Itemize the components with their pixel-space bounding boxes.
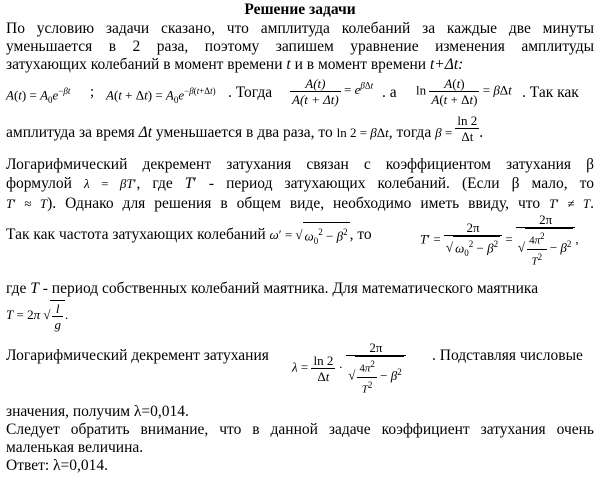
- para4-t: T: [30, 280, 39, 297]
- para4-rest: - период собственных колебаний маятника. Для математического маятника: [42, 280, 539, 297]
- para4-line1: [6, 280, 538, 298]
- lambda-formula: λ = $\frac{\ln 2}{\Delta t}$ · 2π √ $\frac{4\pi^2}{T^2}$ − $\beta^2$: [292, 340, 406, 397]
- lam-ln2: ln 2: [313, 353, 334, 369]
- eq-amplitude-t-dt: $A(t + \Delta t) = A_0e^{-\beta(t+\Delta t)}$: [106, 86, 216, 105]
- para4-where: где: [6, 280, 27, 297]
- para3-to: , то: [349, 225, 372, 243]
- tp-num: 2π: [444, 220, 502, 236]
- omega-formula: ω′ = √ $\omega_0^2 - \beta^2$: [270, 227, 350, 242]
- var-t-plus-dt: t+Δt:: [429, 56, 464, 73]
- then-word: . Тогда: [228, 84, 273, 101]
- ratio-denominator: A(t + Δt): [292, 92, 339, 107]
- pend-den: g: [54, 317, 61, 332]
- para2-end: .: [479, 124, 484, 141]
- para2-text-before: амплитуда за время: [6, 124, 135, 141]
- para3-line2: формулой λ = βT′, где T′ - период затухающих колебаний. (Если β мало, то: [6, 175, 594, 192]
- para3-line1: Логарифмический декремент затухания связан с коэффициентом затухания β: [6, 156, 594, 173]
- pend-end: .: [64, 306, 69, 322]
- pend-num: l: [55, 301, 60, 316]
- tp-comma: ,: [575, 231, 579, 247]
- trailing-text: . Так как: [522, 84, 579, 101]
- eq-ratio: $\frac{A(t)}{A(t + \Delta t)}$ = $e^{\beta\Delta t}$: [292, 76, 374, 107]
- and-word: . а: [382, 84, 397, 101]
- para2-delta-t: Δt: [138, 124, 153, 141]
- solution-title: Решение задачи: [244, 1, 356, 18]
- closing-line2: Следует обратить внимание, что в данной задаче коэффициент затухания очень: [6, 421, 594, 438]
- para2-line: [6, 112, 484, 144]
- closing-line1: значения, получим λ=0,014.: [6, 403, 189, 420]
- formula-ln2: ln 2 = βΔt: [336, 125, 389, 140]
- para3-line4: [6, 222, 372, 250]
- tp2-num: 2π: [516, 212, 575, 228]
- lam-num: 2π: [346, 340, 405, 356]
- para1-line3-text: затухающих колебаний в момент времени: [6, 56, 283, 73]
- tprime-formula: T′ = $\frac{2\pi}{√ \omega_0^2 - \beta^2}$ = 2π √ $\frac{4\pi^2}{T^2}$ − $\beta^2$ ,: [420, 212, 579, 268]
- var-t: t: [286, 56, 291, 73]
- answer-line: Ответ: λ=0,014.: [6, 457, 109, 474]
- ln-word: ln: [416, 82, 427, 98]
- para3-line4-text: Так как частота затухающих колебаний: [6, 225, 266, 243]
- pendulum-formula: T = 2π √ $\frac{l}{g}$ .: [6, 301, 69, 332]
- beta-den: Δt: [461, 128, 474, 144]
- eq-separator: ;: [90, 84, 95, 100]
- para2-then: , тогда: [388, 124, 432, 141]
- beta-num: ln 2: [457, 112, 478, 128]
- eq-ln-ratio: ln $\frac{A(t)}{A(t + \Delta t)}$ = βΔt: [416, 76, 512, 107]
- para1-line3-mid: и в момент времени: [290, 56, 430, 73]
- para1-line2: уменьшается в 2 раза, поэтому запишем уравнение изменения амплитуды: [6, 38, 594, 55]
- ratio-numerator: A(t): [305, 76, 326, 91]
- closing-line3: маленькая величина.: [6, 439, 144, 456]
- para1-line3: [6, 56, 463, 74]
- lam-dot: ·: [338, 359, 343, 375]
- para5-rest: . Подставляя числовые: [432, 347, 583, 364]
- eq-amplitude-t: $A(t) = A_0e^{-\beta t}$: [6, 86, 71, 105]
- para5-text: Логарифмический декремент затухания: [6, 347, 269, 364]
- beta-formula: β = $\frac{\ln 2}{\Delta t}$: [435, 112, 478, 144]
- para1-line1: По условию задачи сказано, что амплитуда колебаний за каждые две минуты: [6, 20, 594, 37]
- para5-line: [6, 347, 269, 365]
- para2-text-mid: уменьшается в два раза, то: [155, 124, 333, 141]
- para3-line3: T′ ≈ T). Однако для решения в общем виде, необходимо иметь ввиду, что T′ ≠ T.: [6, 195, 595, 212]
